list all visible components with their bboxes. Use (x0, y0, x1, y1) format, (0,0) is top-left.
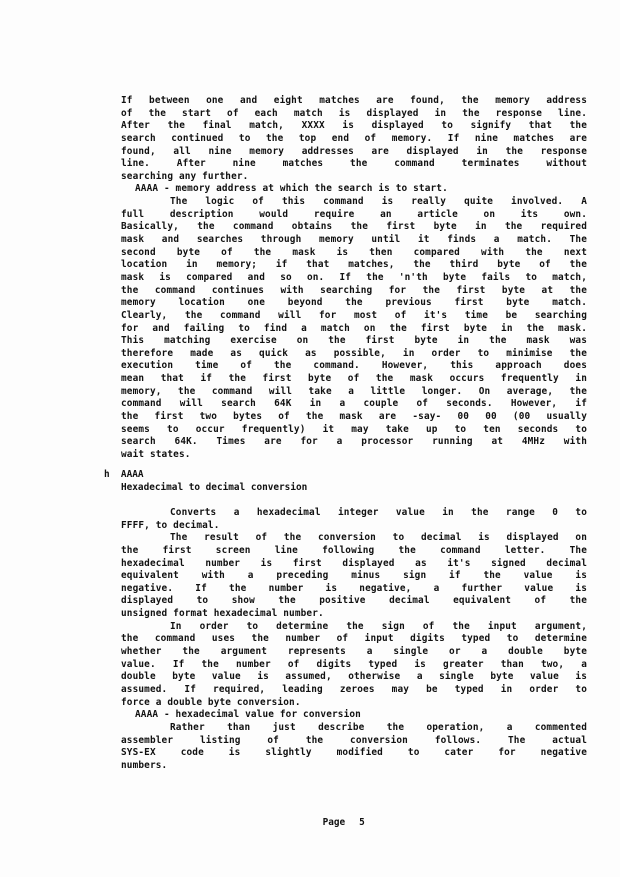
text-line: Rather than just describe the operation, a commented (170, 721, 587, 733)
text-line: mask is compared and so on. If the 'n'th byte fails to match, (121, 271, 587, 283)
text-line: full description would require an article on its own. (121, 208, 587, 220)
text-line: assembler listing of the conversion follows. The actual (121, 734, 587, 746)
text-line: In order to determine the sign of the input argument, (170, 620, 587, 632)
text-line: the command uses the number of input digits typed to determine (121, 633, 587, 645)
text-line: SYS-EX code is slightly modified to cater for negative (121, 747, 587, 759)
text-line: value. If the number of digits typed is greater than two, a (121, 658, 587, 670)
text-line: force a double byte conversion. (121, 696, 301, 708)
text-line: AAAA - memory address at which the search is to start. (135, 183, 448, 195)
text-line: AAAA - hexadecimal value for conversion (135, 709, 361, 721)
text-line: This matching exercise on the first byte in the mask was (121, 335, 587, 347)
text-line: second byte of the mask is then compared with the next (121, 246, 587, 258)
text-line: command will search 64K in a couple of seconds. However, if (121, 398, 587, 410)
text-line: The result of the conversion to decimal is displayed on (170, 532, 587, 544)
text-line: therefore made as quick as possible, in order to minimise the (121, 347, 587, 359)
text-line: Basically, the command obtains the first byte in the required (121, 221, 587, 233)
text-line: assumed. If required, leading zeroes may be typed in order to (121, 683, 587, 695)
text-line: The logic of this command is really quite involved. A (170, 196, 587, 208)
text-line: search 64K. Times are for a processor running at 4MHz with (121, 436, 587, 448)
text-line: negative. If the number is negative, a further value is (121, 582, 587, 594)
text-line: whether the argument represents a single or a double byte (121, 646, 587, 658)
text-line: for and failing to find a match on the first byte in the mask. (121, 322, 587, 334)
text-line: search continued to the top end of memory. If nine matches are (121, 132, 587, 144)
text-line: displayed to show the positive decimal equivalent of the (121, 595, 587, 607)
text-line: searching any further. (121, 170, 249, 182)
command-syntax-heading: h AAAA (104, 469, 144, 480)
text-line: equivalent with a preceding minus sign if the value is (121, 570, 587, 582)
text-line: the first two bytes of the mask are -say- 00 00 (00 usually (121, 411, 587, 423)
page-label: Page (322, 817, 346, 828)
text-line: numbers. (121, 759, 168, 771)
text-line: the first screen line following the command letter. The (121, 544, 587, 556)
text-line: line. After nine matches the command terminates without (121, 158, 587, 170)
text-line: unsigned format hexadecimal number. (121, 608, 324, 620)
text-line: double byte value is assumed, otherwise a single byte value is (121, 671, 587, 683)
page-number: 5 (359, 817, 365, 828)
text-line: mean that if the first byte of the mask occurs frequently in (121, 373, 587, 385)
section-title: Hexadecimal to decimal conversion (121, 482, 308, 493)
text-line: found, all nine memory addresses are displayed in the response (121, 145, 587, 157)
text-line: the command continues with searching for the first byte at the (121, 284, 587, 296)
hex-to-decimal-description (121, 507, 587, 772)
text-line: of the start of each match is displayed in the response line. (121, 107, 587, 119)
text-line: Converts a hexadecimal integer value in the range 0 to (170, 507, 587, 518)
text-line: seems to occur frequently) it may take up to ten seconds to (121, 423, 587, 435)
text-line: memory, the command will take a little longer. On average, the (121, 385, 587, 397)
memory-search-description (121, 95, 587, 462)
text-line: If between one and eight matches are found, the memory address (121, 95, 587, 106)
text-line: location in memory; if that matches, the third byte of the (121, 259, 587, 271)
text-line: memory location one beyond the previous first byte match. (121, 297, 587, 309)
page-footer (300, 806, 365, 839)
text-line: After the final match, XXXX is displayed to signify that the (121, 120, 587, 132)
text-line: Clearly, the command will for most of it's time be searching (121, 309, 587, 321)
text-line: FFFF, to decimal. (121, 519, 220, 531)
text-line: wait states. (121, 448, 191, 460)
text-line: mask and searches through memory until it finds a match. The (121, 234, 587, 246)
text-line: execution time of the command. However, this approach does (121, 360, 587, 372)
text-line: hexadecimal number is first displayed as it's signed decimal (121, 557, 587, 569)
